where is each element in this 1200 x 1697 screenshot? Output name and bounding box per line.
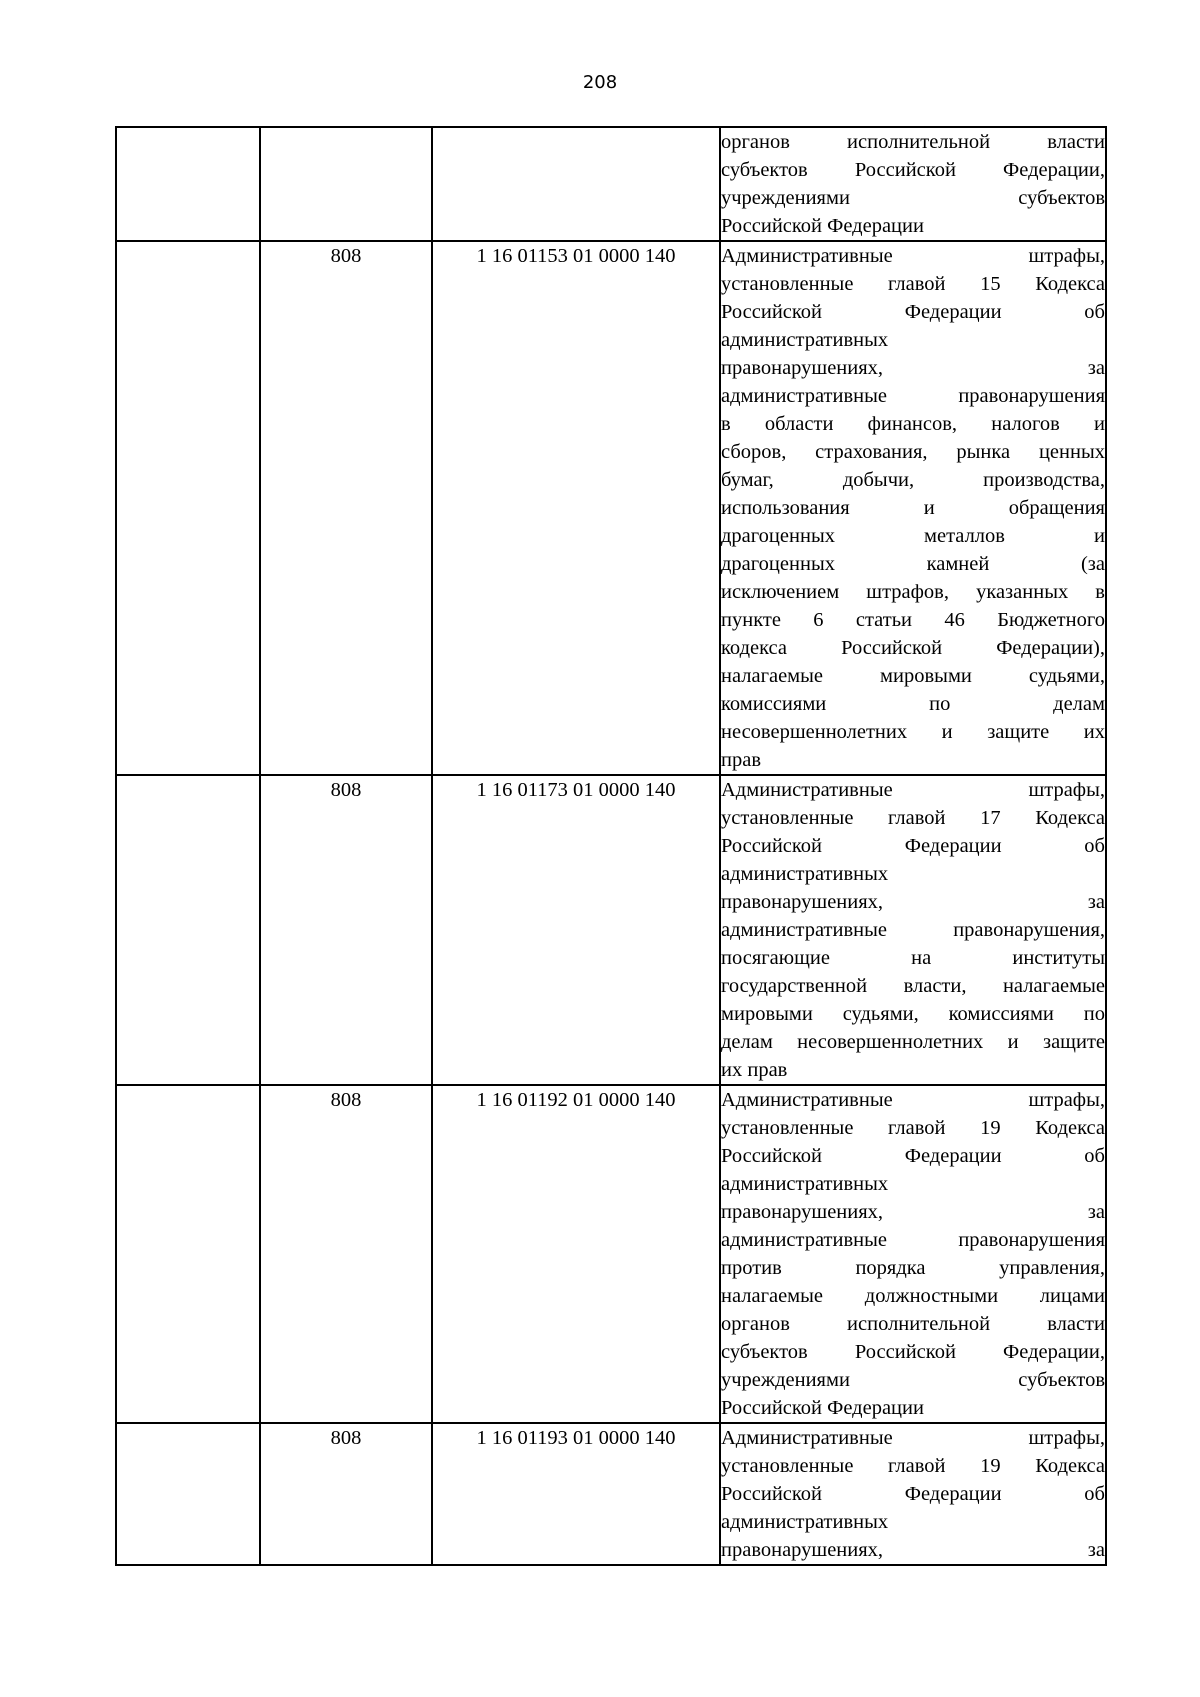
description-line: административных [721,1173,889,1195]
description-line: административных [721,1511,889,1533]
description-line: административные правонарушения, [721,919,1105,941]
admin-code-cell: 808 [260,1423,432,1565]
description-line: правонарушениях, за [721,891,1105,913]
description-line: установленные главой 15 Кодекса [721,273,1105,295]
description-line: установленные главой 19 Кодекса [721,1455,1105,1477]
admin-code-cell [260,127,432,241]
description-line: административные правонарушения [721,1229,1105,1251]
description-line: органов исполнительной власти [721,1313,1105,1335]
description-line: органов исполнительной власти [721,131,1105,153]
description-cell [720,775,1106,1085]
page-number: 208 [582,72,618,93]
description-line: кодекса Российской Федерации), [721,637,1105,659]
description-line: налагаемые должностными лицами [721,1285,1105,1307]
description-line: Административные штрафы, [721,1427,1105,1449]
description-cell [720,127,1106,241]
description-line: мировыми судьями, комиссиями по [721,1003,1105,1025]
description-line: Российской Федерации [721,1397,924,1419]
description-line: Административные штрафы, [721,245,1105,267]
description-cell [720,1085,1106,1423]
table-row [116,775,1106,1085]
description-cell [720,241,1106,775]
description-line: Российской Федерации [721,215,924,237]
admin-code-cell: 808 [260,1085,432,1423]
description-line: драгоценных камней (за [721,553,1105,575]
description-line: против порядка управления, [721,1257,1105,1279]
kbk-code-cell: 1 16 01193 01 0000 140 [432,1423,720,1565]
description-line: административных [721,863,889,885]
kbk-code-cell [432,127,720,241]
description-line: несовершеннолетних и защите их [721,721,1105,743]
description-line: субъектов Российской Федерации, [721,1341,1105,1363]
description-line: исключением штрафов, указанных в [721,581,1105,603]
description-line: Российской Федерации об [721,301,1105,323]
description-line: делам несовершеннолетних и защите [721,1031,1105,1053]
description-line: использования и обращения [721,497,1105,519]
description-line: государственной власти, налагаемые [721,975,1105,997]
table-row [116,1085,1106,1423]
description-line: административных [721,329,889,351]
kbk-code-cell: 1 16 01173 01 0000 140 [432,775,720,1085]
table-row [116,1423,1106,1565]
budget-classification-table [115,126,1107,1566]
empty-cell [116,775,260,1085]
table-row [116,241,1106,775]
description-line: Российской Федерации об [721,1483,1105,1505]
empty-cell [116,1423,260,1565]
description-line: сборов, страхования, рынка ценных [721,441,1105,463]
description-line: установленные главой 19 Кодекса [721,1117,1105,1139]
description-line: их прав [721,1059,788,1081]
description-line: прав [721,749,761,771]
description-line: бумаг, добычи, производства, [721,469,1105,491]
description-line: Административные штрафы, [721,779,1105,801]
description-line: Административные штрафы, [721,1089,1105,1111]
description-line: посягающие на институты [721,947,1105,969]
description-line: административные правонарушения [721,385,1105,407]
table-body [116,127,1106,1565]
description-line: пункте 6 статьи 46 Бюджетного [721,609,1105,631]
description-line: правонарушениях, за [721,1539,1105,1561]
description-line: комиссиями по делам [721,693,1105,715]
description-line: установленные главой 17 Кодекса [721,807,1105,829]
description-line: Российской Федерации об [721,1145,1105,1167]
admin-code-cell: 808 [260,775,432,1085]
description-line: правонарушениях, за [721,1201,1105,1223]
empty-cell [116,1085,260,1423]
admin-code-cell: 808 [260,241,432,775]
description-line: правонарушениях, за [721,357,1105,379]
table-row [116,127,1106,241]
empty-cell [116,127,260,241]
description-line: учреждениями субъектов [721,1369,1105,1391]
description-line: налагаемые мировыми судьями, [721,665,1105,687]
description-line: драгоценных металлов и [721,525,1105,547]
empty-cell [116,241,260,775]
description-cell [720,1423,1106,1565]
description-line: Российской Федерации об [721,835,1105,857]
description-line: учреждениями субъектов [721,187,1105,209]
kbk-code-cell: 1 16 01153 01 0000 140 [432,241,720,775]
kbk-code-cell: 1 16 01192 01 0000 140 [432,1085,720,1423]
description-line: в области финансов, налогов и [721,413,1105,435]
description-line: субъектов Российской Федерации, [721,159,1105,181]
